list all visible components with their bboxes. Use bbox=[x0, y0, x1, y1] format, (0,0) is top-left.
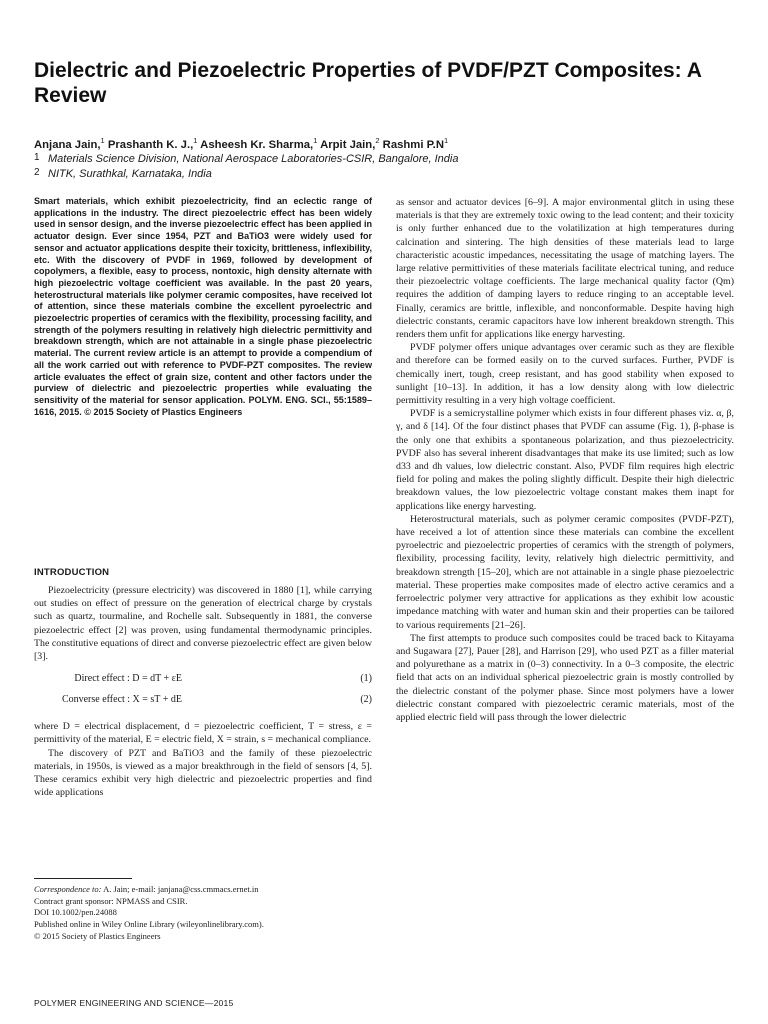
equation bbox=[34, 672, 372, 693]
right-column-body bbox=[396, 196, 734, 724]
affiliation: 1 Materials Science Division, National Aerospace Laboratories-CSIR, Bangalore, India bbox=[34, 152, 459, 165]
author: Asheesh Kr. Sharma,$^1$ bbox=[200, 136, 318, 151]
correspondence-note: Correspondence to: A. Jain; e-mail: janjana@css.cmmacs.ernet.in bbox=[34, 884, 259, 894]
paragraph: as sensor and actuator devices [6–9]. A major environmental glitch in using these materials is that they are extremely toxic owing to the lead content; and their toxicity is only further enhanced due to the volatilization at high temperatures during calcination and sintering. The high densities of these materials lead to large characteristic acoustic impedances, necessitating the usage of matching layers. The large relative permittivities of these materials facilitate electrical tuning, and reduce their piezoelectric voltage coefficients. The large mechanical quality factor (Qm) requires the addition of damping layers to reduce ringing to an acceptable level. Finally, ceramics are brittle, inflexible, and nonconformable. Despite having high dielectric constants, ceramic capacitors have low inherent breakdown strength. This renders them unfit for applications like energy harvesting. bbox=[396, 197, 734, 341]
section-heading-introduction: INTRODUCTION bbox=[34, 567, 110, 578]
footnote-divider bbox=[34, 878, 132, 879]
equation-text: Direct effect : D = dT + εE bbox=[74, 673, 182, 685]
article-title: Dielectric and Piezoelectric Properties of PVDF/PZT Composites: A Review bbox=[34, 59, 702, 107]
footnotes bbox=[34, 884, 372, 943]
paragraph: Heterostructural materials, such as polymer ceramic composites (PVDF-PZT), have received a lot of attention since these materials can combine the excellent pyroelectric and piezoelectric properties of ceramics with the strength of polymers, flexibility, processing facility, levity, relatively high dielectric permittivity, and breakdown strength [15–20], which are not attainable in a single phase piezoelectric material. These properties make composites made of electro active ceramics and a ferroelectric polymer very attractive for applications as they exhibit low acoustic impedance matching with water and human skin and their properties can be tailored to various requirements [21–26]. bbox=[396, 513, 734, 631]
author: Rashmi $P.N^1$ bbox=[382, 136, 449, 151]
equation-number: (1) bbox=[360, 673, 372, 685]
author-list bbox=[34, 134, 734, 152]
affiliation: 2 NITK, Surathkal, Karnataka, India bbox=[34, 167, 212, 180]
author: Arpit Jain,$^2$ bbox=[320, 136, 380, 151]
affiliations bbox=[34, 151, 734, 181]
paragraph: where D = electrical displacement, d = piezoelectric coefficient, T = stress, ε = permittivity of the material, E = electric field, X = strain, s = mechanical compliance. bbox=[34, 721, 372, 746]
equation-block bbox=[34, 672, 372, 714]
author: Anjana Jain,$^1$ bbox=[34, 136, 105, 151]
paragraph: PVDF polymer offers unique advantages over ceramic such as they are flexible and therefore can be formed easily on to the curved surfaces. Further, PVDF is chemically inert, tough, creep resistant, and has good stability when exposed to sunlight [10–13]. In addition, it has a low density along with low dielectric permittivity resulting in a very high voltage coefficient. bbox=[396, 342, 734, 407]
paragraph: PVDF is a semicrystalline polymer which exists in four different phases viz. α, β, γ, and δ [14]. Of the four distinct phases that PVDF can assume (Fig. 1), β-phase is the only one that exhibits a spontaneous polarization, and thus piezoelectricity. PVDF also has several inherent disadvantages that make its use limited; such as low d33 and dh values, low dielectric constant. Also, PVDF film requires high electric field for poling and makes the poling slightly difficult. Despite their high dielectric breakdown values, the low piezoelectric voltage constant makes them inapt for applications like energy harvesting. bbox=[396, 408, 734, 512]
publication-note: Published online in Wiley Online Library (wileyonlinelibrary.com). bbox=[34, 919, 264, 930]
paragraph: The discovery of PZT and BaTiO3 and the family of these piezoelectric materials, in 1950s, is viewed as a major breakthrough in the field of sensors [4, 5]. These ceramics exhibit very high dielectric and piezoelectric properties and find wide applications bbox=[34, 747, 372, 799]
equation-text: Converse effect : X = sT + dE bbox=[61, 694, 182, 706]
doi-note: DOI 10.1002/pen.24088 bbox=[34, 907, 117, 918]
left-column-body bbox=[34, 584, 372, 799]
equation bbox=[34, 693, 372, 714]
paragraph: Piezoelectricity (pressure electricity) was discovered in 1880 [1], while carrying out studies on effect of pressure on the generation of electrical charge by crystals such as quartz, tourmaline, and Rochelle salt. Subsequently in 1881, the converse piezoelectric effect [2] was proven, using fundamental thermodynamic principles. The constitutive equations of direct and converse piezoelectric effect are given below [3]. bbox=[34, 585, 372, 663]
author: Prashanth K. J.,$^1$ bbox=[107, 136, 198, 151]
abstract-text: Smart materials, which exhibit piezoelectricity, find an eclectic range of applications in the industry. The direct piezoelectric effect has been widely used in sensor design, and the inverse piezoelectric effect has been applied in actuator design. Ever since 1954, PZT and BaTiO3 were widely used for sensor and actuator applications despite their toxicity, brittleness, inflexibility, etc. With the discovery of PVDF in 1969, followed by development of copolymers, a flexible, easy to process, nontoxic, high density alternate with high piezoelectric voltage coefficient was available. In the past 20 years, heterostructural materials like polymer ceramic composites, have received lot of attention, since these materials combine the excellent pyroelectric and piezoelectric properties of ceramics with the flexibility, processing facility, and strength of the polymers resulting in relatively high dielectric permittivity and breakdown strength, which are not attainable in a single phase piezoelectric material. The current review article is an attempt to provide a compendium of all the work carried out with reference to PVDF-PZT composites. The review article evaluates the effect of grain size, content and other factors under the purview of dielectric and piezoelectric properties while evaluating the sensitivity of the material for sensor application. bbox=[34, 196, 372, 405]
abstract-citation: POLYM. ENG. SCI., 55:1589–1616, 2015. © 2015 Society of Plastics Engineers bbox=[34, 394, 372, 417]
equation-number: (2) bbox=[360, 694, 372, 706]
abstract bbox=[34, 196, 372, 418]
running-footer: POLYMER ENGINEERING AND SCIENCE—2015 bbox=[34, 998, 234, 1008]
paragraph: The first attempts to produce such composites could be traced back to Kitayama and Sugawara [27], Pauer [28], and Harrison [29], who used PZT as a filler material and polyurethane as a matrix in (0–3) connectivity. In a 0–3 composite, the electric field that acts on an individual spherical piezoelectric grain is mostly controlled by the dielectric constant of the polymer phase. Since most polymers have a lower dielectric constant compared with piezoelectric ceramic materials, most of the applied electric field will pass through the lower dielectric bbox=[396, 632, 734, 723]
grant-note: Contract grant sponsor: NPMASS and CSIR. bbox=[34, 895, 188, 906]
copyright-note: © 2015 Society of Plastics Engineers bbox=[34, 930, 161, 941]
